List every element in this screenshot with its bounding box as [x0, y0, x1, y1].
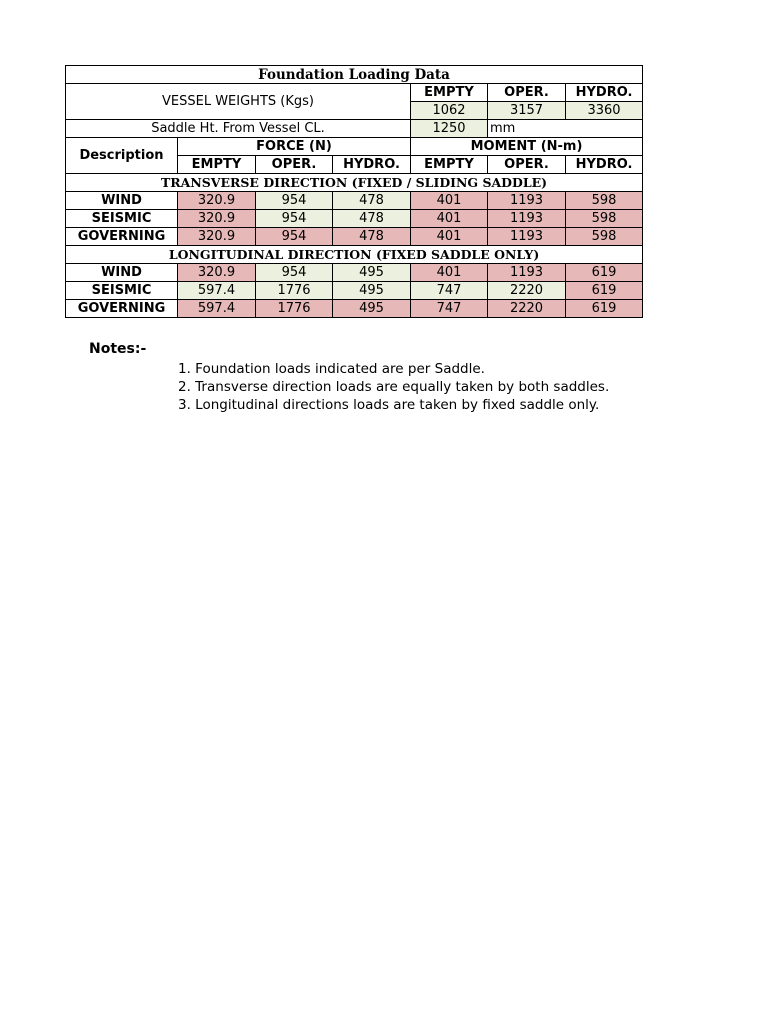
force-sub-empty: EMPTY [178, 156, 256, 174]
vw-value-empty: 1062 [411, 102, 488, 120]
note-item: 2. Transverse direction loads are equally taken by both saddles. [178, 379, 610, 396]
moment-sub-hydro: HYDRO. [566, 156, 643, 174]
moment-oper-cell: 2220 [488, 282, 566, 300]
moment-sub-empty: EMPTY [411, 156, 488, 174]
table-row [66, 264, 643, 282]
force-oper-cell: 954 [256, 264, 333, 282]
force-hydro-cell: 495 [333, 282, 411, 300]
notes-list [178, 360, 609, 415]
moment-empty-cell: 747 [411, 282, 488, 300]
table-row [66, 300, 643, 318]
foundation-loading-table [65, 65, 643, 318]
row-label: SEISMIC [66, 210, 178, 228]
moment-empty-cell: 401 [411, 264, 488, 282]
moment-hydro-cell: 619 [566, 300, 643, 318]
transverse-section-title: TRANSVERSE DIRECTION (FIXED / SLIDING SADDLE) [66, 174, 643, 192]
vw-header-empty: EMPTY [411, 84, 488, 102]
table-row [66, 192, 643, 210]
force-sub-hydro: HYDRO. [333, 156, 411, 174]
moment-empty-cell: 401 [411, 210, 488, 228]
force-oper-cell: 1776 [256, 300, 333, 318]
moment-hydro-cell: 598 [566, 210, 643, 228]
force-empty-cell: 320.9 [178, 264, 256, 282]
table-row [66, 210, 643, 228]
row-label: GOVERNING [66, 300, 178, 318]
moment-empty-cell: 401 [411, 192, 488, 210]
moment-empty-cell: 747 [411, 300, 488, 318]
force-oper-cell: 1776 [256, 282, 333, 300]
force-empty-cell: 597.4 [178, 282, 256, 300]
force-sub-oper: OPER. [256, 156, 333, 174]
moment-oper-cell: 1193 [488, 264, 566, 282]
table-title: Foundation Loading Data [66, 66, 643, 84]
row-label: SEISMIC [66, 282, 178, 300]
moment-header: MOMENT (N-m) [411, 138, 643, 156]
moment-oper-cell: 2220 [488, 300, 566, 318]
force-empty-cell: 597.4 [178, 300, 256, 318]
moment-hydro-cell: 619 [566, 282, 643, 300]
force-oper-cell: 954 [256, 192, 333, 210]
vw-header-oper: OPER. [488, 84, 566, 102]
moment-oper-cell: 1193 [488, 228, 566, 246]
force-hydro-cell: 478 [333, 210, 411, 228]
force-hydro-cell: 495 [333, 264, 411, 282]
force-hydro-cell: 495 [333, 300, 411, 318]
moment-oper-cell: 1193 [488, 210, 566, 228]
table-row [66, 228, 643, 246]
moment-hydro-cell: 598 [566, 192, 643, 210]
force-empty-cell: 320.9 [178, 228, 256, 246]
vw-value-hydro: 3360 [566, 102, 643, 120]
force-empty-cell: 320.9 [178, 192, 256, 210]
saddle-ht-label: Saddle Ht. From Vessel CL. [66, 120, 411, 138]
moment-sub-oper: OPER. [488, 156, 566, 174]
moment-oper-cell: 1193 [488, 192, 566, 210]
row-label: GOVERNING [66, 228, 178, 246]
note-item: 3. Longitudinal directions loads are taken by fixed saddle only. [178, 397, 600, 414]
force-oper-cell: 954 [256, 210, 333, 228]
force-hydro-cell: 478 [333, 228, 411, 246]
vw-header-hydro: HYDRO. [566, 84, 643, 102]
notes-title: Notes:- [89, 341, 147, 357]
description-header: Description [66, 138, 178, 174]
force-hydro-cell: 478 [333, 192, 411, 210]
force-oper-cell: 954 [256, 228, 333, 246]
force-empty-cell: 320.9 [178, 210, 256, 228]
table-row [66, 282, 643, 300]
row-label: WIND [66, 192, 178, 210]
moment-hydro-cell: 619 [566, 264, 643, 282]
moment-empty-cell: 401 [411, 228, 488, 246]
moment-hydro-cell: 598 [566, 228, 643, 246]
saddle-ht-unit: mm [488, 120, 643, 138]
vw-value-oper: 3157 [488, 102, 566, 120]
longitudinal-section-title: LONGITUDINAL DIRECTION (FIXED SADDLE ONLY) [66, 246, 643, 264]
vessel-weights-label: VESSEL WEIGHTS (Kgs) [66, 84, 411, 120]
row-label: WIND [66, 264, 178, 282]
note-item: 1. Foundation loads indicated are per Saddle. [178, 361, 485, 377]
force-header: FORCE (N) [178, 138, 411, 156]
saddle-ht-value: 1250 [411, 120, 488, 138]
